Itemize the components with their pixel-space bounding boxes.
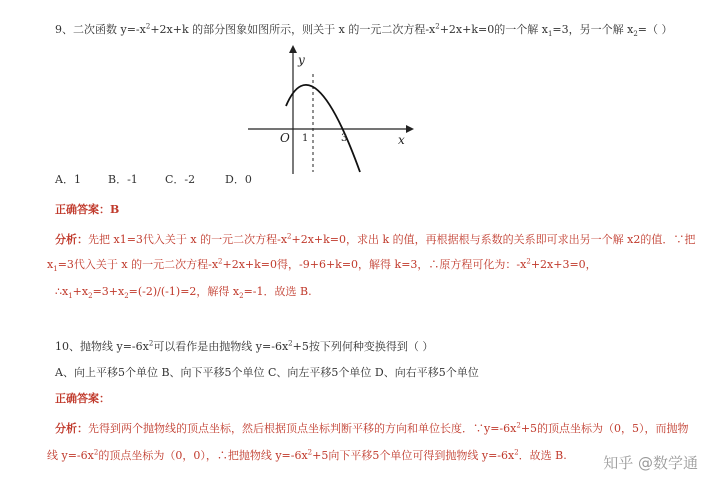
q9-choice-d: D．0: [225, 173, 252, 186]
q9-answer-value: B: [110, 203, 120, 216]
q9-answer-label: 正确答案：: [55, 203, 110, 216]
origin-label: O: [280, 131, 290, 145]
q10-options: A、向上平移5个单位 B、向下平移5个单位 C、向左平移5个单位 D、向右平移5个单位: [55, 366, 479, 379]
q10-answer-label: 正确答案：: [55, 392, 110, 405]
q9-choice-a: A．1: [55, 173, 81, 186]
q9-answer: [55, 203, 119, 217]
q9-analysis-line-2: $x_1=3$代入关于 x 的一元二次方程$-x^2+2x+k=0$得，-9+6+k=0，解得 k=3，∴原方程可化为：$-x^2+2x+3=0$，: [47, 257, 597, 274]
tick-label-1: 1: [302, 133, 309, 144]
parabola-graph: [248, 44, 418, 179]
watermark: 知乎 @数学通: [603, 454, 698, 472]
x-axis-arrow: [406, 125, 414, 133]
q10-analysis-line-2: 线 $y=-6x^2$的顶点坐标为（0，0），∴把抛物线 $y=-6x^2+5$向下平移5个单位可得到抛物线 $y=-6x^2$．故选 B.: [47, 448, 567, 462]
y-axis-label: y: [298, 53, 305, 67]
q10-stem: 10、抛物线 $y=-6x^2$可以看作是由抛物线 $y=-6x^2+5$按下列何种变换得到（ ）: [55, 339, 434, 353]
q9-choice-b: B．-1: [108, 173, 138, 186]
q9-analysis-line-1: 分析：先把 x1=3代入关于 x 的一元二次方程$-x^2+2x+k=0$，求出 k 的值，再根据根与系数的关系即可求出另一个解 x2的值．∵把: [55, 232, 696, 246]
x-axis-label: x: [398, 133, 405, 147]
q9-analysis-line-3: $\therefore x_1+x_2=3+x_2=(-2)/(-1)=2$，解得 $x_2=-1$．故选 B.: [55, 285, 312, 301]
q10-answer: [55, 392, 110, 406]
q9-stem: 9、二次函数 $y=-x^2+2x+k$ 的部分图象如图所示，则关于 x 的一元二次方程$-x^2+2x+k=0$的一个解 $x_1=3$，另一个解 $x_2=$（ ）: [55, 22, 673, 39]
tick-label-3: 3: [341, 133, 348, 144]
q10-analysis-line-1: 分析：先得到两个抛物线的顶点坐标，然后根据顶点坐标判断平移的方向和单位长度．$\because y=-6x^2+5$的顶点坐标为（0，5），而抛物: [55, 421, 689, 435]
y-axis-arrow: [289, 45, 297, 53]
q9-choice-c: C．-2: [165, 173, 196, 186]
